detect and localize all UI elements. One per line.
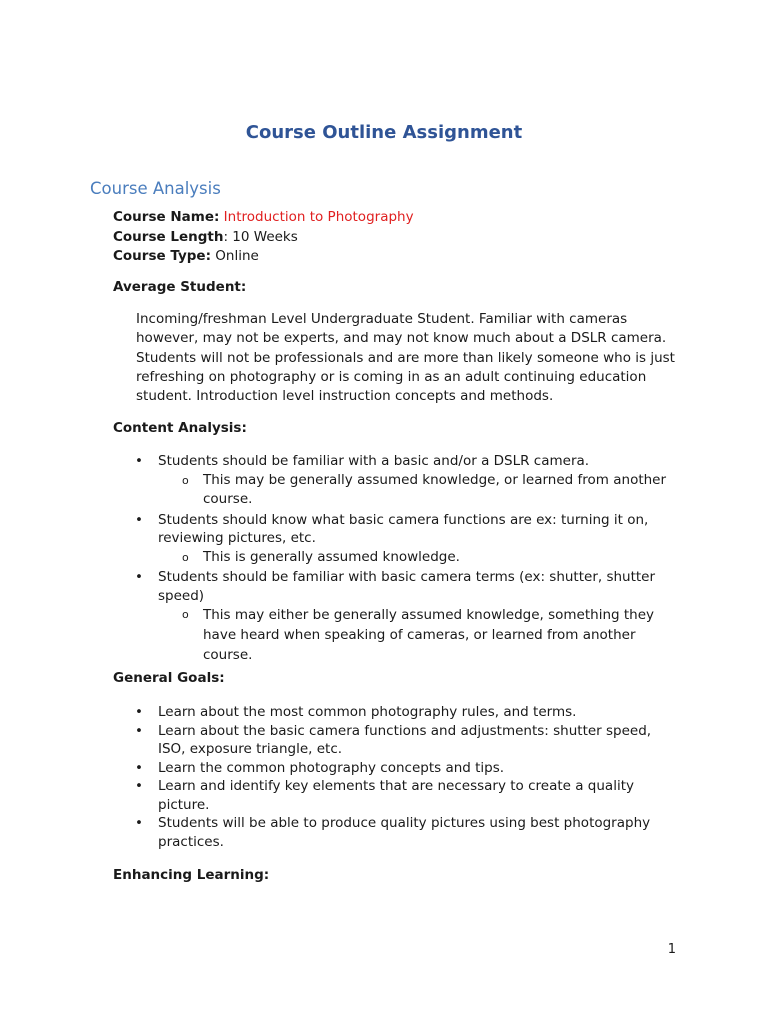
sub-list-item-text: This is generally assumed knowledge. (203, 548, 460, 565)
enhancing-learning-heading: Enhancing Learning: (113, 867, 270, 883)
sub-list-item (135, 605, 670, 665)
list-item-text: Learn the common photography concepts and tips. (158, 759, 505, 776)
general-goals-heading: General Goals: (113, 670, 225, 686)
bullet-icon: • (135, 778, 143, 794)
sub-list-item (135, 471, 670, 510)
course-length-value: : 10 Weeks (223, 228, 298, 245)
bullet-icon: • (135, 569, 143, 585)
bullet-icon: • (135, 815, 143, 831)
list-item (135, 568, 670, 605)
list-item-text: Learn and identify key elements that are necessary to create a quality picture. (158, 778, 634, 813)
average-student-paragraph: Incoming/freshman Level Undergraduate Student. Familiar with cameras however, may not be experts, and may not know much about a DSLR camera. Students will not be professionals and are more than likely someone who is just refreshing on photography or is coming in as an adult continuing education student. Introduction level instruction concepts and methods. (136, 311, 675, 405)
page-number: 1 (667, 942, 676, 957)
document-title: Course Outline Assignment (245, 122, 523, 143)
list-item (135, 777, 670, 814)
list-item-text: Learn about the most common photography rules, and terms. (158, 704, 577, 720)
bullet-icon: • (135, 722, 143, 739)
list-item-text: Students will be able to produce quality pictures using best photography practices. (158, 815, 651, 850)
course-type-line (113, 247, 414, 267)
course-name-value: Introduction to Photography (223, 209, 414, 225)
sub-bullet-icon: o (182, 550, 189, 564)
list-item-text: Students should be familiar with basic camera terms (ex: shutter, shutter speed) (158, 569, 656, 604)
course-type-value: Online (215, 248, 259, 264)
bullet-icon: • (135, 453, 143, 469)
section-heading: Course Analysis (90, 179, 221, 198)
general-goals-list (135, 703, 670, 851)
list-item-text: Students should know what basic camera functions are ex: turning it on, reviewing pictures, etc. (158, 511, 649, 546)
list-item (135, 814, 670, 851)
content-analysis-heading: Content Analysis: (113, 420, 247, 436)
bullet-icon: • (135, 704, 143, 720)
sub-list-item-text: This may be generally assumed knowledge, or learned from another course. (203, 471, 667, 507)
content-analysis-list (135, 452, 670, 665)
list-item (135, 511, 670, 548)
list-item (135, 452, 670, 471)
list-item (135, 759, 670, 778)
list-item (135, 703, 670, 722)
list-item (135, 722, 670, 759)
course-name-label: Course Name: (113, 209, 220, 225)
list-item-text: Students should be familiar with a basic and/or a DSLR camera. (158, 453, 590, 469)
course-name-line (113, 208, 414, 228)
sub-list-item-text: This may either be generally assumed knowledge, something they have heard when speaking of cameras, or learned from another course. (203, 607, 655, 663)
course-type-label: Course Type: (113, 248, 211, 264)
bullet-icon: • (135, 759, 143, 776)
course-info (113, 208, 414, 267)
sub-bullet-icon: o (182, 608, 189, 621)
list-item-text: Learn about the basic camera functions and adjustments: shutter speed, ISO, exposure triangle, etc. (158, 722, 652, 757)
course-length-line (113, 228, 414, 248)
average-student-heading: Average Student: (113, 279, 247, 295)
sub-bullet-icon: o (182, 473, 189, 487)
sub-list-item (135, 548, 670, 568)
bullet-icon: • (135, 511, 143, 528)
course-length-label: Course Length (113, 228, 224, 245)
